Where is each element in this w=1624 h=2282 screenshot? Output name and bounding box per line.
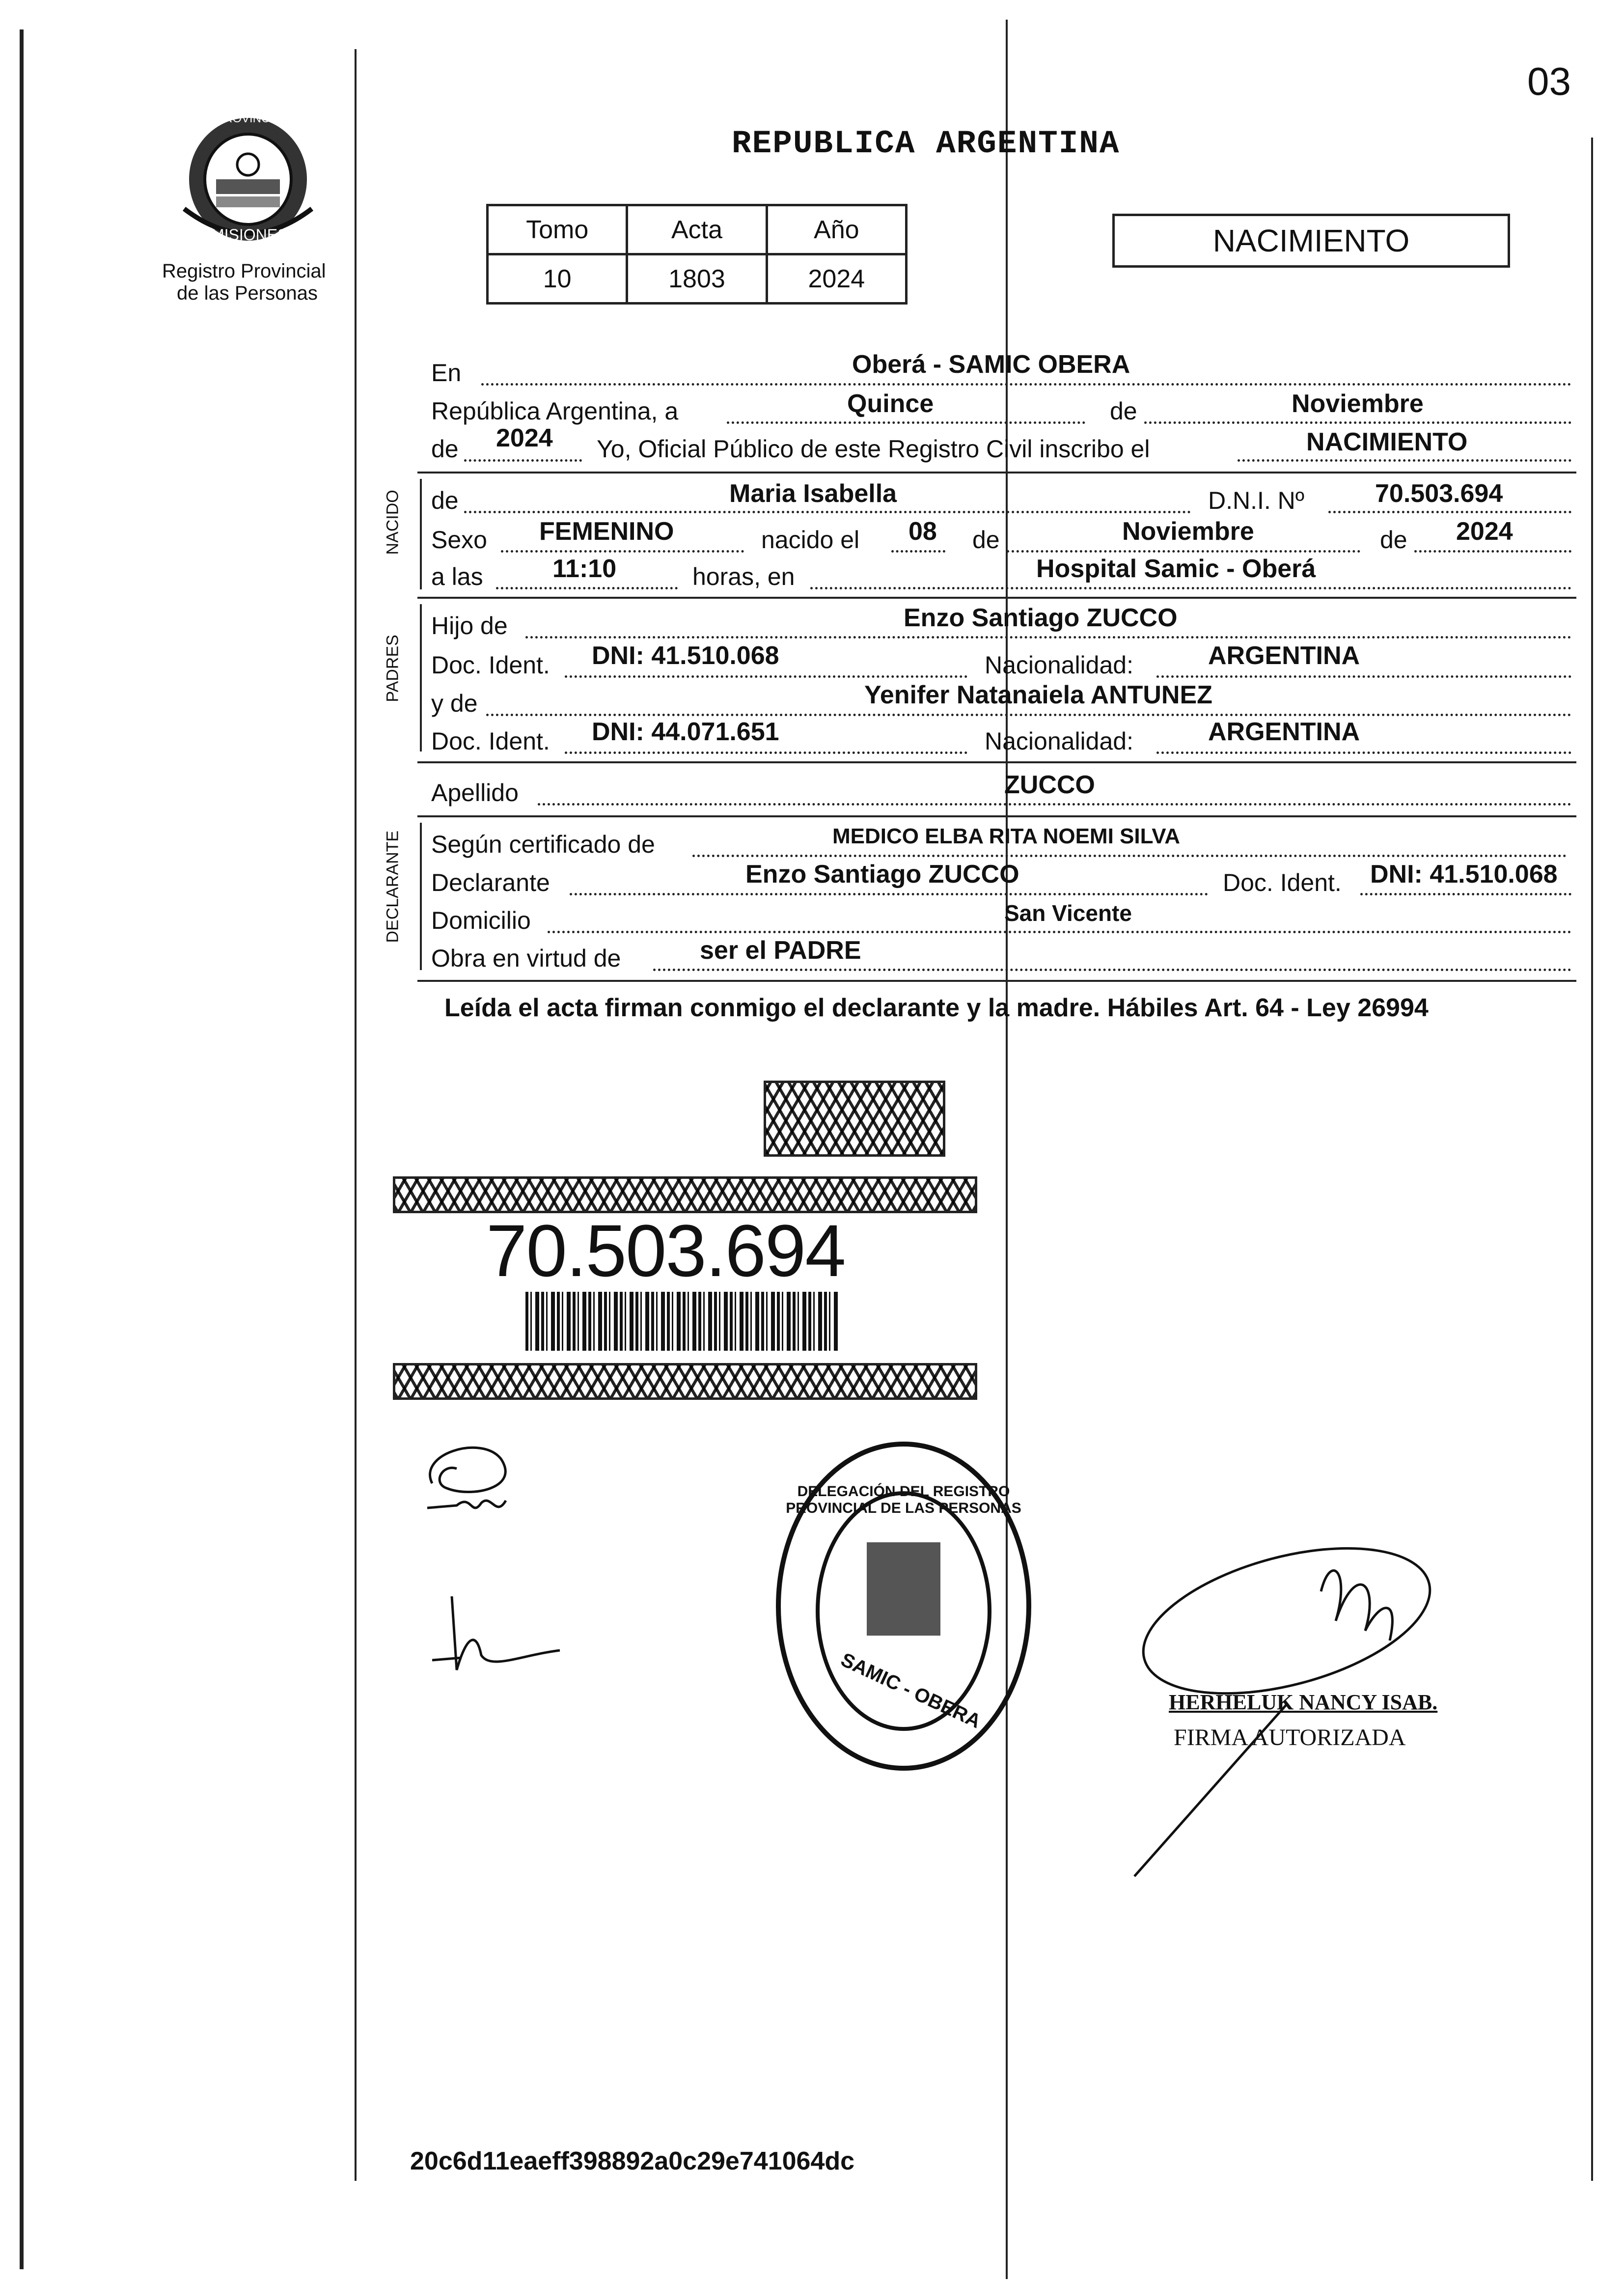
official-signature-icon	[1125, 1542, 1478, 1896]
label-de-nac-mes: de	[972, 526, 1000, 554]
label-nacionalidad-padre: Nacionalidad:	[985, 651, 1133, 679]
value-lugar-nac: Hospital Samic - Oberá	[1036, 555, 1316, 583]
header-acta: Acta	[627, 205, 767, 254]
barcode-icon	[525, 1292, 840, 1351]
value-nac-anio: 2024	[1456, 517, 1513, 546]
label-y-de: y de	[431, 690, 478, 717]
value-declarante: Enzo Santiago ZUCCO	[745, 860, 1019, 889]
page-title: REPUBLICA ARGENTINA	[732, 125, 1120, 162]
value-apellido: ZUCCO	[1004, 771, 1095, 799]
value-mes: Noviembre	[1292, 390, 1424, 418]
side-label-padres: PADRES	[383, 635, 402, 702]
label-nacionalidad-madre: Nacionalidad:	[985, 727, 1133, 755]
act-type-box	[1112, 214, 1510, 268]
label-doc-ident-madre: Doc. Ident.	[431, 727, 550, 755]
side-label-declarante: DECLARANTE	[383, 830, 402, 943]
reference-table	[486, 204, 908, 305]
value-nac-dia: 08	[908, 517, 937, 546]
label-horas-en: horas, en	[692, 563, 795, 590]
registry-name-line1: Registro Provincial	[162, 260, 326, 282]
declarant-signature-icon	[422, 1586, 570, 1685]
seal-text-bottom: MISIONES	[211, 226, 288, 244]
label-segun-certificado: Según certificado de	[431, 831, 655, 858]
value-acta: 1803	[627, 254, 767, 304]
registry-name-line2: de las Personas	[177, 282, 318, 304]
seal-text-top: PROVINCIA DE	[216, 112, 300, 125]
label-de-mes: de	[1110, 397, 1137, 425]
label-doc-ident-padre: Doc. Ident.	[431, 651, 550, 679]
label-yo-oficial: Yo, Oficial Público de este Registro Civil inscribo el	[597, 435, 1150, 463]
header-anio: Año	[767, 205, 906, 254]
value-anio: 2024	[496, 424, 553, 452]
value-nombre: Maria Isabella	[729, 479, 897, 508]
label-a-las: a las	[431, 563, 483, 590]
value-anio: 2024	[767, 254, 906, 304]
barcode-number: 70.503.694	[486, 1209, 845, 1292]
label-hijo-de: Hijo de	[431, 612, 508, 640]
form-left-line	[355, 49, 357, 2181]
value-padre: Enzo Santiago ZUCCO	[904, 604, 1178, 632]
official-title: FIRMA AUTORIZADA	[1174, 1725, 1406, 1751]
label-de-anio: de	[431, 435, 459, 463]
label-domicilio: Domicilio	[431, 907, 531, 934]
value-domicilio: San Vicente	[1004, 900, 1132, 926]
act-type-label: NACIMIENTO	[1212, 223, 1410, 258]
document-hash: 20c6d11eaeff398892a0c29e741064dc	[410, 2147, 855, 2175]
stamp-ring-text: DELEGACIÓN DEL REGISTRO PROVINCIAL DE LAS PERSONAS	[786, 1483, 1021, 1516]
value-declarante-dni: DNI: 41.510.068	[1370, 860, 1558, 889]
label-de-nac-anio: de	[1380, 526, 1407, 554]
value-lugar: Oberá - SAMIC OBERA	[852, 350, 1130, 379]
stamp-inner-text: SAMIC - OBERA	[837, 1648, 984, 1733]
label-doc-ident-declarante: Doc. Ident.	[1223, 869, 1342, 896]
closing-note: Leída el acta firman conmigo el declarante y la madre. Hábiles Art. 64 - Ley 26994	[444, 994, 1429, 1022]
value-madre: Yenifer Natanaiela ANTUNEZ	[864, 681, 1212, 709]
value-sexo: FEMENINO	[539, 517, 674, 546]
value-tomo: 10	[488, 254, 627, 304]
page-number: 03	[1527, 59, 1571, 103]
security-band-bottom	[393, 1363, 977, 1400]
left-margin-line	[20, 29, 24, 2269]
label-obra: Obra en virtud de	[431, 945, 621, 972]
mother-signature-icon	[413, 1434, 540, 1532]
value-dia: Quince	[847, 390, 934, 418]
label-dni: D.N.I. Nº	[1208, 487, 1305, 514]
value-madre-nac: ARGENTINA	[1208, 718, 1360, 746]
security-hologram	[764, 1081, 945, 1157]
value-dni: 70.503.694	[1375, 479, 1503, 508]
label-declarante: Declarante	[431, 869, 550, 896]
value-madre-dni: DNI: 44.071.651	[592, 718, 779, 746]
value-obra: ser el PADRE	[700, 936, 861, 965]
label-nacido-el: nacido el	[761, 526, 860, 554]
header-tomo: Tomo	[488, 205, 627, 254]
form-right-line	[1591, 138, 1593, 2181]
value-tipo: NACIMIENTO	[1306, 428, 1468, 456]
value-padre-dni: DNI: 41.510.068	[592, 641, 779, 670]
security-band-top	[393, 1176, 977, 1213]
value-hora: 11:10	[552, 555, 617, 583]
side-label-nacido: NACIDO	[383, 490, 402, 555]
value-padre-nac: ARGENTINA	[1208, 641, 1360, 670]
value-certificado: MEDICO ELBA RITA NOEMI SILVA	[832, 824, 1181, 848]
label-republica: República Argentina, a	[431, 397, 679, 425]
label-en: En	[431, 359, 462, 387]
label-de-nombre: de	[431, 487, 459, 514]
label-apellido: Apellido	[431, 779, 519, 807]
official-name: HERHELUK NANCY ISAB.	[1169, 1690, 1438, 1714]
label-sexo: Sexo	[431, 526, 487, 554]
value-nac-mes: Noviembre	[1122, 517, 1254, 546]
